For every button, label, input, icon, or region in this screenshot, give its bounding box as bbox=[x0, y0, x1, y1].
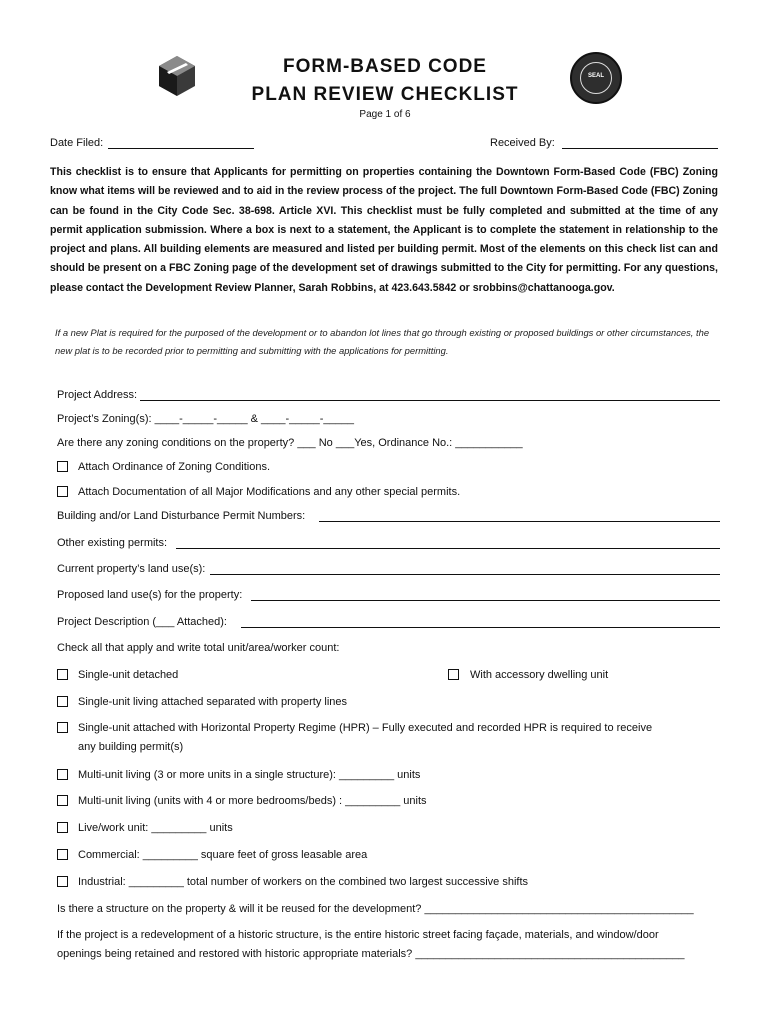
project-description-label: Project Description (___ Attached): bbox=[57, 616, 227, 628]
form-title-line2: PLAN REVIEW CHECKLIST bbox=[251, 84, 519, 105]
hpr-label-line2: any building permit(s) bbox=[78, 741, 184, 753]
hpr-label-line1: Single-unit attached with Horizontal Property Regime (HPR) – Fully executed and recorded HPR is required to receive bbox=[78, 722, 653, 734]
attach-ordinance-checkbox[interactable] bbox=[57, 461, 68, 472]
city-seal bbox=[570, 52, 622, 104]
current-use-input[interactable] bbox=[210, 574, 720, 575]
project-description-input[interactable] bbox=[241, 627, 720, 628]
permit-numbers-label: Building and/or Land Disturbance Permit Numbers: bbox=[57, 510, 306, 522]
permit-numbers-input[interactable] bbox=[319, 521, 720, 522]
check-all-instruction: Check all that apply and write total unit/area/worker count: bbox=[57, 642, 340, 654]
attach-documentation-checkbox[interactable] bbox=[57, 486, 68, 497]
plat-note: If a new Plat is required for the purposed of the development or to abandon lot lines that go through existing or proposed buildings or other circumstances, the new plat is to be recorded prior to permitting and submitting with the applications for permitting. bbox=[55, 327, 710, 356]
proposed-use-label: Proposed land use(s) for the property: bbox=[57, 589, 243, 601]
seal-inner-ring bbox=[580, 62, 612, 94]
live-work-checkbox[interactable] bbox=[57, 822, 68, 833]
commercial-checkbox[interactable] bbox=[57, 849, 68, 860]
other-permits-label: Other existing permits: bbox=[57, 537, 168, 549]
single-unit-attached-label: Single-unit living attached separated with property lines bbox=[78, 696, 348, 708]
zoning-conditions-field[interactable]: Are there any zoning conditions on the property? ___ No ___Yes, Ordinance No.: ___________ bbox=[57, 437, 523, 449]
single-unit-attached-checkbox[interactable] bbox=[57, 696, 68, 707]
project-address-input[interactable] bbox=[140, 400, 720, 401]
accessory-dwelling-label: With accessory dwelling unit bbox=[470, 669, 609, 681]
date-filed-label: Date Filed: bbox=[50, 137, 104, 149]
current-use-label: Current property’s land use(s): bbox=[57, 563, 206, 575]
seal-label: SEAL bbox=[587, 73, 604, 79]
received-by-label: Received By: bbox=[490, 137, 555, 149]
intro-paragraph: This checklist is to ensure that Applicants for permitting on properties containing the Downtown Form-Based Code (FBC) Zoning know what items will be reviewed and to aid in the review process of the project. The full Downtown Form-Based Code (FBC) Zoning can be found in the City Code Sec. 38-698. Article XVI. This checklist must be fully completed and submitted at the time of any permit application submission. Where a box is next to a statement, the Applicant is to complete the statement in relationship to the project and plans. All building elements are measured and listed per building permit. Most of the elements on this check list can and should be present on a FBC Zoning page of the development set of drawings submitted to the City for permitting. For any questions, please contact the Development Review Planner, Sarah Robbins, at 423.643.5842 or srobbins@chattanooga.gov. bbox=[50, 166, 718, 294]
attach-ordinance-label: Attach Ordinance of Zoning Conditions. bbox=[78, 461, 271, 473]
commercial-label: Commercial: _________ square feet of gross leasable area bbox=[78, 849, 368, 861]
accessory-dwelling-checkbox[interactable] bbox=[448, 669, 459, 680]
historic-question-line2[interactable]: openings being retained and restored with historic appropriate materials? ____________________________________________ bbox=[57, 948, 685, 960]
form-title-line1: FORM-BASED CODE bbox=[283, 56, 487, 77]
page-number: Page 1 of 6 bbox=[359, 109, 411, 120]
project-address-label: Project Address: bbox=[57, 389, 138, 401]
city-logo-icon bbox=[158, 55, 196, 97]
multi-unit-3-label: Multi-unit living (3 or more units in a single structure): _________ units bbox=[78, 769, 421, 781]
live-work-label: Live/work unit: _________ units bbox=[78, 822, 233, 834]
multi-unit-4bed-label: Multi-unit living (units with 4 or more bedrooms/beds) : _________ units bbox=[78, 795, 427, 807]
historic-question-line1: If the project is a redevelopment of a historic structure, is the entire historic street facing façade, materials, and window/door bbox=[57, 929, 659, 941]
multi-unit-3-checkbox[interactable] bbox=[57, 769, 68, 780]
date-filed-input[interactable] bbox=[108, 148, 254, 149]
multi-unit-4bed-checkbox[interactable] bbox=[57, 795, 68, 806]
industrial-checkbox[interactable] bbox=[57, 876, 68, 887]
other-permits-input[interactable] bbox=[176, 548, 720, 549]
single-unit-detached-label: Single-unit detached bbox=[78, 669, 179, 681]
project-zoning-field[interactable]: Project’s Zoning(s): ____-_____-_____ & ____-_____-_____ bbox=[57, 413, 355, 425]
reuse-question[interactable]: Is there a structure on the property & will it be reused for the development? ____________________________________________ bbox=[57, 903, 694, 915]
proposed-use-input[interactable] bbox=[251, 600, 720, 601]
hpr-checkbox[interactable] bbox=[57, 722, 68, 733]
received-by-input[interactable] bbox=[562, 148, 718, 149]
industrial-label: Industrial: _________ total number of workers on the combined two largest successive shifts bbox=[78, 876, 529, 888]
attach-documentation-label: Attach Documentation of all Major Modifications and any other special permits. bbox=[78, 486, 461, 498]
single-unit-detached-checkbox[interactable] bbox=[57, 669, 68, 680]
